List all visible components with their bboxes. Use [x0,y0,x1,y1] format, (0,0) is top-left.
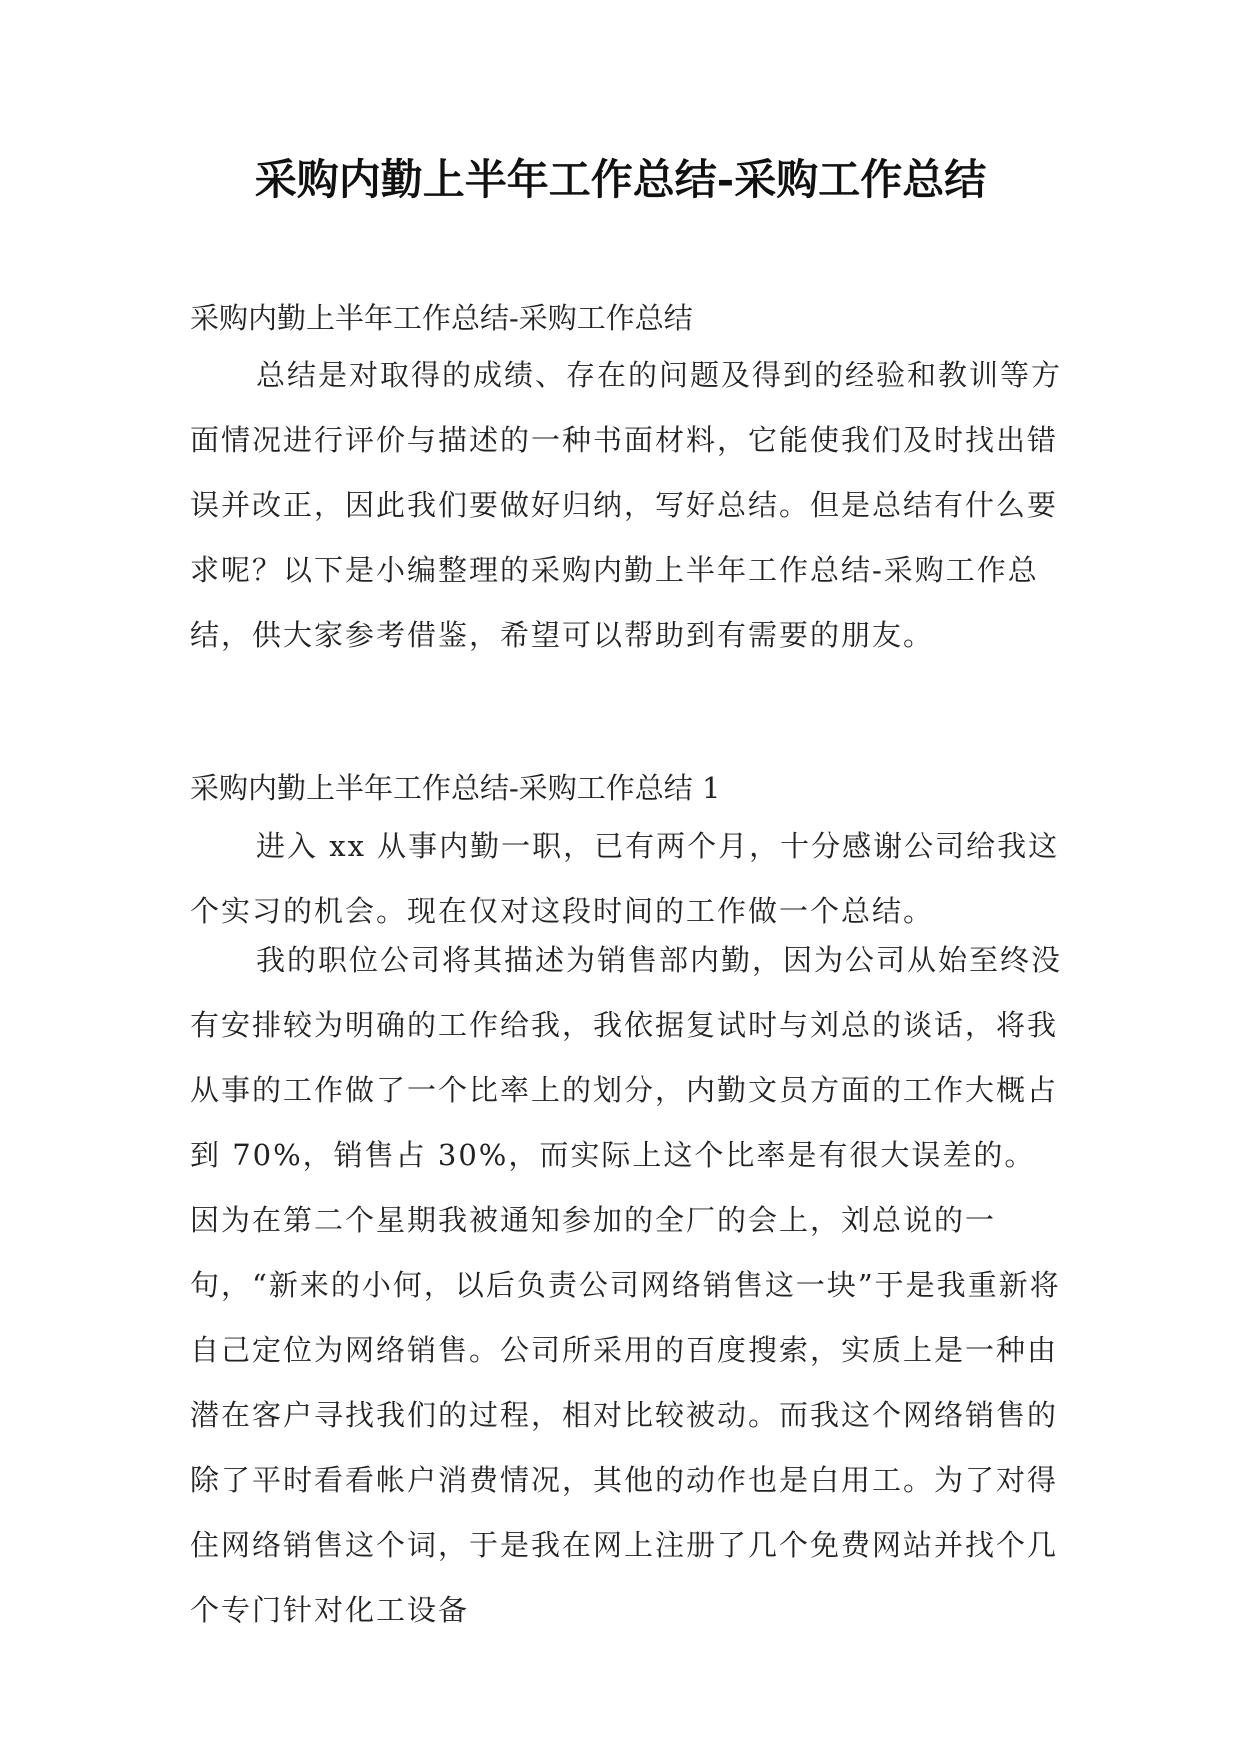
document-subtitle: 采购内勤上半年工作总结-采购工作总结 [190,301,693,335]
body-paragraph: 我的职位公司将其描述为销售部内勤，因为公司从始至终没有安排较为明确的工作给我，我依据复试时与刘总的谈话，将我从事的工作做了一个比率上的划分，内勤文员方面的工作大概占到 70%，销售占 30%，而实际上这个比率是有很大误差的。因为在第二个星期我被通知参加的全厂的会上，刘总说的一句，“新来的小何，以后负责公司网络销售这一块”于是我重新将自己定位为网络销售。公司所采用的百度搜索，实质上是一种由潜在客户寻找我们的过程，相对比较被动。而我这个网络销售的除了平时看看帐户消费情况，其他的动作也是白用工。为了对得住网络销售这个词，于是我在网上注册了几个免费网站并找个几个专门针对化工设备 [190,943,1063,1627]
document-title: 采购内勤上半年工作总结-采购工作总结 [254,155,987,204]
section-1-heading: 采购内勤上半年工作总结-采购工作总结 1 [190,771,721,805]
body-paragraph: 进入 xx 从事内勤一职，已有两个月，十分感谢公司给我这个实习的机会。现在仅对这段时间的工作做一个总结。 [190,829,1060,928]
intro-paragraph: 总结是对取得的成绩、存在的问题及得到的经验和教训等方面情况进行评价与描述的一种书面材料，它能使我们及时找出错误并改正，因此我们要做好归纳，写好总结。但是总结有什么要求呢？以下是小编整理的采购内勤上半年工作总结-采购工作总结，供大家参考借鉴，希望可以帮助到有需要的朋友。 [190,358,1063,652]
